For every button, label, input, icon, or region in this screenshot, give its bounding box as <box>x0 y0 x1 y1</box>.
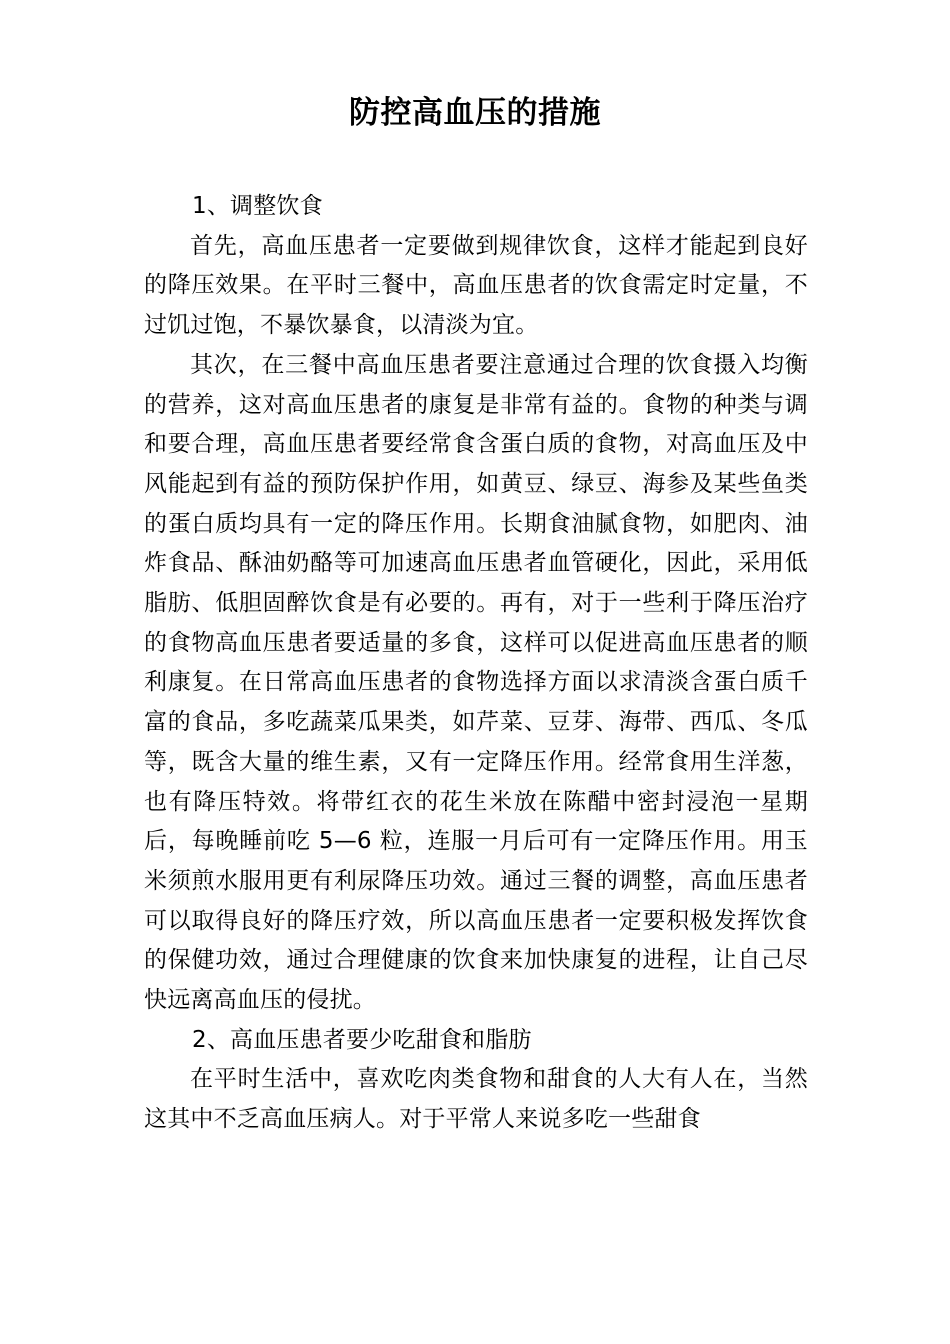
paragraph-regular-diet: 首先，高血压患者一定要做到规律饮食，这样才能起到良好的降压效果。在平时三餐中，高血压患者的饮食需定时定量，不过饥过饱，不暴饮暴食，以清淡为宜。 <box>144 232 808 339</box>
section-heading-diet: 1、调整饮食 <box>192 193 323 219</box>
document-body <box>144 187 808 1140</box>
section-heading-less-sugar-fat: 2、高血压患者要少吃甜食和脂肪 <box>192 1026 532 1053</box>
paragraph-balanced-nutrition: 其次，在三餐中高血压患者要注意通过合理的饮食摄入均衡的营养，这对高血压患者的康复是非常有益的。食物的种类与调和要合理，高血压患者要经常食含蛋白质的食物，对高血压及中风能起到有益的预防保护作用，如黄豆、绿豆、海参及某些鱼类的蛋白质均具有一定的降压作用。长期食油腻食物，如肥肉、油炸食品、酥油奶酪等可加速高血压患者血管硬化，因此，采用低脂肪、低胆固醉饮食是有必要的。再有，对于一些利于降压治疗的食物高血压患者要适量的多食，这样可以促进高血压患者的顺利康复。在日常高血压患者的食物选择方面以求清淡含蛋白质千富的食品，多吃蔬菜瓜果类，如芹菜、豆芽、海带、西瓜、冬瓜等，既含大量的维生素，又有一定降压作用。经常食用生洋葱，也有降压特效。将带红衣的花生米放在陈醋中密封浸泡一星期后，每晚睡前吃 5—6 粒，连服一月后可有一定降压作用。用玉米须煎水服用更有利尿降压功效。通过三餐的调整，高血压患者可以取得良好的降压疗效，所以高血压患者一定要积极发挥饮食的保健功效，通过合理健康的饮食来加快康复的进程，让自己尽快远离高血压的侵扰。 <box>144 351 808 1014</box>
paragraph-sweets-and-meat: 在平时生活中，喜欢吃肉类食物和甜食的人大有人在，当然这其中不乏高血压病人。对于平常人来说多吃一些甜食 <box>144 1066 808 1133</box>
document-title: 防控高血压的措施 <box>349 95 601 131</box>
